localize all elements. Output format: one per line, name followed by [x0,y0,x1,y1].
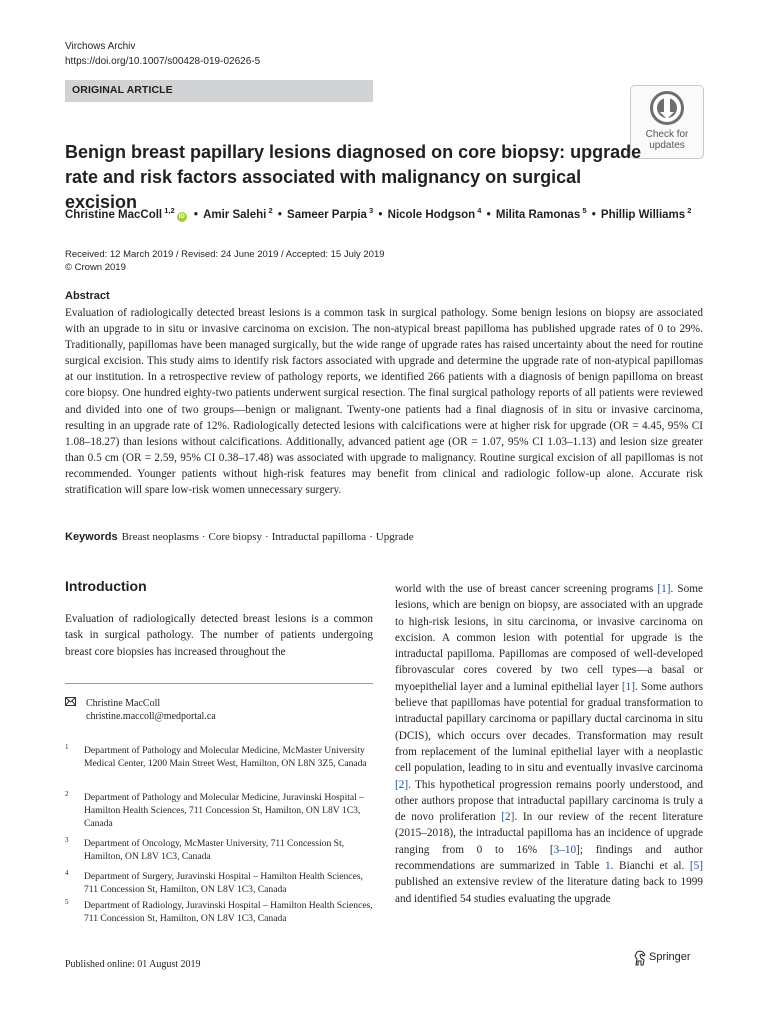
body-text: . In our review of the recent literature (2015–2018), the intraductal papilloma has an incidence of upgrade ranging from 0 to 16% [ [395,811,703,856]
affiliation-number: 5 [65,898,69,906]
springer-horse-icon [633,950,647,966]
body-text: ]; findings and author recommendations are summarized in Table [395,843,703,873]
author-name[interactable]: Phillip Williams [600,208,686,221]
author-affiliation-ref: 3 [366,206,374,215]
body-text: . Some lesions, which are benign on biopsy, are associated with an upgrade to high-risk lesions, in situ carcinoma, or invasive carcinoma on excision. A common lesion with potential for upgrade is the intraductal papilloma. Papillomas are composed of well-developed fibrovascular cores covered by two cell types—a basal or myoepithelial layer and a luminal epithelial layer [395,583,703,693]
journal-name: Virchows Archiv [65,41,136,52]
article-type-label: ORIGINAL ARTICLE [72,84,173,96]
author-separator: • [375,208,386,221]
abstract-heading: Abstract [65,290,110,302]
corresponding-author-email[interactable]: christine.maccoll@medportal.ca [86,711,216,722]
check-for-updates-line2: updates [649,140,685,151]
author-list [65,206,691,222]
citation-link[interactable]: [5] [689,860,704,873]
author-affiliation-ref: 2 [685,206,692,215]
keyword: Upgrade [375,531,414,543]
keyword-separator: · [265,531,269,543]
author-name[interactable]: Sameer Parpia [287,208,367,221]
citation-link[interactable]: 1 [605,860,611,873]
abstract-text: Evaluation of radiologically detected breast lesions is a common task in surgical pathology. Some benign lesions on biopsy are associated with an upgrade to in situ or invasive carcinoma on excision. The non-atypical breast papilloma has published upgrade rates of 0 to 29%. Traditionally, papillomas have been managed surgically, but the wide range of upgrade rates has raised uncertainty about the need for routine surgical excision. This study aims to identify risk factors associated with upgrade and determine the upgrade rate of non-atypical papillomas at our institution. In a retrospective review of pathology reports, we identified 266 patients with a diagnosis of benign papilloma on breast core biopsy. One hundred eighty-two patients underwent surgical resection. The final surgical pathology reports of all patients were reviewed and divided into one of two groups—benign or malignant. Twenty-one patients had a final diagnosis of in situ or invasive carcinoma, resulting in an upgrade rate of 12%. Radiologically detected lesions with calcifications were at higher risk for upgrade (OR = 4.45, 95% CI 1.08–18.27) than lesions without calcifications. Additionally, advanced patient age (OR = 1.07, 95% CI 1.03–1.13) and lesion size greater than 0.5 cm (OR = 2.59, 95% CI 0.38–17.48) was associated with upgrade to malignancy. Routine surgical excision of all papillomas is not recommended. Younger patients without high-risk features may benefit from clinical and radiologic follow-up alone. Accurate risk stratification will spare low-risk women unnecessary surgery. [65,307,703,497]
keyword: Breast neoplasms [121,531,199,543]
affiliation-number: 1 [65,743,69,751]
article-title: Benign breast papillary lesions diagnosed on core biopsy: upgrade rate and risk factors associated with malignancy on surgical excision [65,142,642,212]
introduction-right-column [395,581,703,907]
corresponding-author-name: Christine MacColl [86,698,161,709]
introduction-heading: Introduction [65,578,147,594]
body-text: . Bianchi et al. [610,860,690,873]
author-name[interactable]: Amir Salehi [203,208,267,221]
check-for-updates-icon [650,91,684,125]
keywords-label: Keywords [65,531,118,543]
citation-link[interactable]: [2] [501,811,515,824]
author-affiliation-ref: 1,2 [162,206,175,215]
author-separator: • [588,208,599,221]
body-text: world with the use of breast cancer screening programs [395,583,658,595]
author-separator: • [190,208,202,221]
body-text: . This hypothetical progression remains poorly understood, and other authors propose that intraductal papillary carcinoma is truly a de novo proliferation [395,778,703,824]
affiliation-text: Department of Oncology, McMaster University, 711 Concession St, Hamilton, ON L8V 1C3, Canada [84,838,345,862]
citation-link[interactable]: 3–10 [553,843,577,856]
author-name[interactable]: Nicole Hodgson [387,208,476,221]
author-affiliation-ref: 4 [475,206,482,215]
body-text: published an extensive review of the literature dating back to 1999 and identified 54 studies evaluating the upgrade [395,876,703,905]
affiliation-text: Department of Surgery, Juravinski Hospital – Hamilton Health Sciences, 711 Concession St, Hamilton, ON L8V 1C3, Canada [84,871,363,895]
published-date: Published online: 01 August 2019 [65,959,201,970]
author-name[interactable]: Milita Ramonas [495,208,581,221]
affiliation-number: 4 [65,869,69,877]
doi-link[interactable]: https://doi.org/10.1007/s00428-019-02626-5 [65,56,261,67]
publisher-logo-text: Springer [649,951,691,963]
envelope-icon [65,697,76,709]
check-for-updates-line1: Check for [645,129,689,140]
keywords-line [65,531,414,543]
affiliation-number: 2 [65,790,69,798]
copyright: © Crown 2019 [65,262,126,273]
author-affiliation-ref: 5 [580,206,587,215]
keyword: Intraductal papilloma [271,531,367,543]
author-separator: • [274,208,286,221]
footnote-divider [65,683,373,684]
affiliation-text: Department of Radiology, Juravinski Hospital – Hamilton Health Sciences, 711 Concession St, Hamilton, ON L8V 1C3, Canada [84,900,373,924]
orcid-icon[interactable]: iD [178,213,185,220]
keyword-separator: · [201,531,206,543]
body-text: . Some authors believe that papillomas have potential for gradual transformation to intraductal papillary carcinoma or papillary ductal carcinoma in situ (DCIS), which occurs over decades. Transformation may result from replacement of the luminal epithelial layer with a neoplastic cell population, leading to in situ and eventually invasive carcinoma [395,680,703,775]
citation-link[interactable]: [2] [395,778,409,791]
affiliation-number: 3 [65,836,69,844]
keyword: Core biopsy [208,531,263,543]
introduction-left-column: Evaluation of radiologically detected breast lesions is a common task in surgical pathology. The number of patients undergoing breast core biopsies has increased throughout the [65,613,373,658]
author-name[interactable]: Christine MacColl [65,208,163,221]
affiliation-text: Department of Pathology and Molecular Medicine, Juravinski Hospital – Hamilton Health Sciences, 711 Concession St, Hamilton, ON L8V 1C3, Canada [84,792,365,829]
citation-link[interactable]: [1] [621,680,635,693]
author-affiliation-ref: 2 [266,206,273,215]
author-separator: • [483,208,494,221]
citation-link[interactable]: [1] [657,583,671,595]
article-dates: Received: 12 March 2019 / Revised: 24 June 2019 / Accepted: 15 July 2019 [65,249,385,260]
keyword-separator: · [369,531,373,543]
affiliation-text: Department of Pathology and Molecular Medicine, McMaster University Medical Center, 1200 Main Street West, Hamilton, ON L8N 3Z5, Canada [84,745,367,769]
